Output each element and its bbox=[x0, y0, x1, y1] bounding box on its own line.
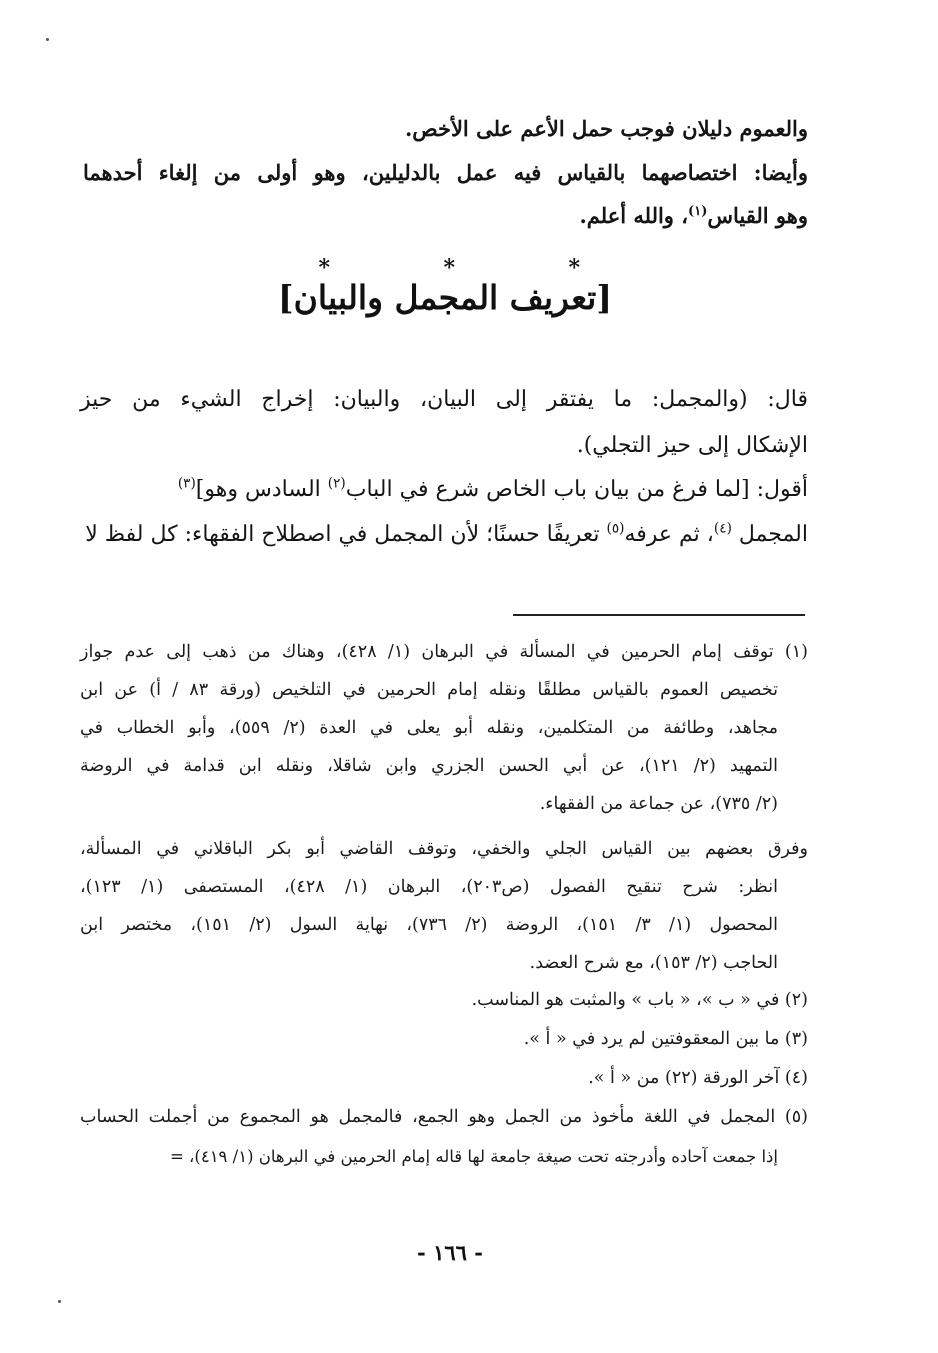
footnote-ref-3: (٣) bbox=[177, 475, 196, 492]
footnote-line-13: (٥) المجمل في اللغة مأخوذ من الجمل وهو الجمع، فالمجمل هو المجموع من أجملت الحساب bbox=[80, 1107, 808, 1127]
main-line-3 bbox=[178, 477, 808, 502]
text-line-3-b: ، والله أعلم. bbox=[579, 203, 689, 228]
main-line-1: قال: (والمجمل: ما يفتقر إلى البيان، والبيان: إخراج الشيء من حيز bbox=[80, 387, 808, 412]
text-line-3-a: وهو القياس bbox=[707, 203, 808, 228]
footnote-line-14: إذا جمعت آحاده وأدرجته تحت صيغة جامعة لها قاله إمام الحرمين في البرهان (١/ ٤١٩)، = bbox=[169, 1147, 778, 1166]
main-line-4 bbox=[85, 522, 808, 547]
main-line-3-b: السادس وهو] bbox=[195, 477, 328, 502]
footnote-line-12: (٤) آخر الورقة (٢٢) من « أ ». bbox=[588, 1068, 808, 1088]
footnote-ref-4: (٤) bbox=[713, 520, 732, 537]
footnote-separator-rule bbox=[513, 614, 805, 616]
page-number: - ١٦٦ - bbox=[417, 1240, 483, 1265]
scan-speck bbox=[58, 1300, 61, 1303]
main-line-4-c: تعريفًا حسنًا؛ لأن المجمل في اصطلاح الفقهاء: كل لفظ لا bbox=[85, 522, 607, 547]
text-line-3 bbox=[579, 203, 808, 228]
footnote-line-1: (١) توقف إمام الحرمين في المسألة في البرهان (١/ ٤٢٨)، وهناك من ذهب إلى عدم جواز bbox=[80, 642, 808, 662]
footnote-line-2: تخصيص العموم بالقياس مطلقًا ونقله إمام الحرمين في التلخيص (ورقة ٨٣ / أ) عن ابن bbox=[80, 680, 778, 700]
footnote-line-3: مجاهد، وطائفة من المتكلمين، ونقله أبو يعلى في العدة (٢/ ٥٥٩)، وأبو الخطاب في bbox=[80, 718, 778, 738]
footnote-line-11: (٣) ما بين المعقوفتين لم يرد في « أ ». bbox=[523, 1029, 808, 1049]
main-line-3-a: أقول: [لما فرغ من بيان باب الخاص شرع في الباب bbox=[345, 477, 808, 502]
section-heading: [تعريف المجمل والبيان] bbox=[278, 278, 612, 317]
section-separator bbox=[300, 255, 580, 279]
footnote-line-7: انظر: شرح تنقيح الفصول (ص٢٠٣)، البرهان (١/ ٤٢٨)، المستصفى (١/ ١٢٣)، bbox=[80, 877, 778, 897]
footnote-line-10: (٢) في « ب »، « باب » والمثبت هو المناسب. bbox=[471, 990, 808, 1010]
footnote-ref-1: (١) bbox=[688, 204, 708, 219]
main-line-4-a: المجمل bbox=[731, 522, 808, 547]
footnote-line-8: المحصول (١/ ٣/ ١٥١)، الروضة (٢/ ٧٣٦)، نهاية السول (٢/ ١٥١)، مختصر ابن bbox=[80, 915, 778, 935]
footnote-line-6: وفرق بعضهم بين القياس الجلي والخفي، وتوقف القاضي أبو بكر الباقلاني في المسألة، bbox=[80, 839, 808, 859]
footnote-ref-2: (٢) bbox=[327, 475, 346, 492]
footnote-ref-5: (٥) bbox=[606, 520, 625, 537]
scan-speck bbox=[46, 38, 49, 41]
main-line-2: الإشكال إلى حيز التجلي). bbox=[576, 433, 808, 458]
separator-star: * bbox=[318, 255, 330, 281]
footnote-line-9: الحاجب (٢/ ١٥٣)، مع شرح العضد. bbox=[529, 953, 778, 973]
separator-star: * bbox=[443, 255, 455, 281]
main-line-4-b: ، ثم عرفه bbox=[624, 522, 714, 547]
text-line-2: وأيضا: اختصاصهما بالقياس فيه عمل بالدليلين، وهو أولى من إلغاء أحدهما bbox=[83, 160, 808, 185]
separator-star: * bbox=[568, 255, 580, 281]
footnote-line-4: التمهيد (٢/ ١٢١)، عن أبي الحسن الجزري وابن شاقلا، ونقله ابن قدامة في الروضة bbox=[80, 756, 779, 776]
footnote-line-5: (٢/ ٧٣٥)، عن جماعة من الفقهاء. bbox=[539, 794, 778, 814]
text-line-1: والعموم دليلان فوجب حمل الأعم على الأخص. bbox=[404, 116, 808, 141]
